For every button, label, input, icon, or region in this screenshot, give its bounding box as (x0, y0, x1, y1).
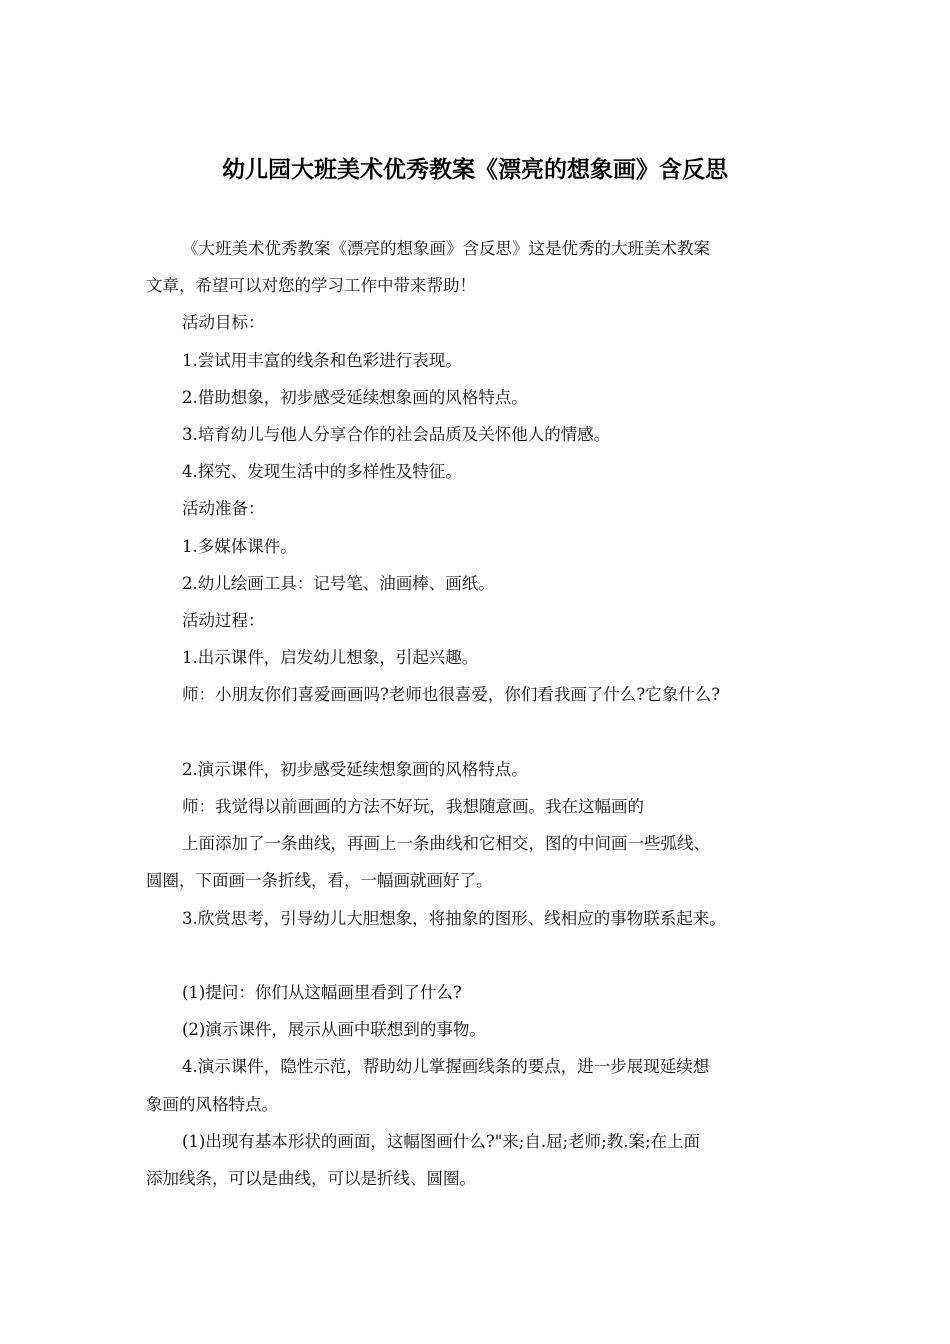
paragraph: 添加线条，可以是曲线，可以是折线、圆圈。 (146, 1169, 476, 1189)
paragraph: (1)提问：你们从这幅画里看到了什么? (182, 983, 462, 1003)
paragraph: 1.多媒体课件。 (182, 536, 297, 556)
paragraph: 3.培育幼儿与他人分享合作的社会品质及关怀他人的情感。 (182, 425, 611, 445)
paragraph: 活动目标： (182, 313, 265, 333)
paragraph: 象画的风格特点。 (146, 1094, 278, 1114)
blank-line (146, 937, 810, 974)
paragraph: 上面添加了一条曲线，再画上一条曲线和它相交，图的中间画一些弧线、 (182, 834, 710, 854)
paragraph: (2)演示课件，展示从画中联想到的事物。 (182, 1020, 486, 1040)
paragraph: 2.幼儿绘画工具：记号笔、油画棒、画纸。 (182, 573, 495, 593)
paragraph: 活动准备： (182, 499, 265, 519)
document-title: 幼儿园大班美术优秀教案《漂亮的想象画》含反思 (222, 157, 728, 183)
paragraph: 文章，希望可以对您的学习工作中带来帮助！ (146, 276, 476, 296)
paragraph: 师：我觉得以前画画的方法不好玩，我想随意画。我在这幅画的 (182, 797, 644, 817)
paragraph: (1)出现有基本形状的画面，这幅图画什么?"来;自.屈;老师;教.案;在上面 (182, 1131, 701, 1151)
paragraph: 4.演示课件，隐性示范，帮助幼儿掌握画线条的要点，进一步展现延续想 (182, 1057, 710, 1077)
paragraph: 4.探究、发现生活中的多样性及特征。 (182, 462, 462, 482)
paragraph: 1.出示课件，启发幼儿想象，引起兴趣。 (182, 648, 479, 668)
paragraph: 2.演示课件，初步感受延续想象画的风格特点。 (182, 759, 528, 779)
paragraph: 《大班美术优秀教案《漂亮的想象画》含反思》这是优秀的大班美术教案 (182, 239, 710, 258)
blank-line (146, 714, 810, 751)
paragraph: 3.欣赏思考，引导幼儿大胆想象，将抽象的图形、线相应的事物联系起来。 (182, 908, 726, 928)
paragraph: 活动过程： (182, 611, 265, 631)
paragraph: 师：小朋友你们喜爱画画吗?老师也很喜爱，你们看我画了什么?它象什么? (182, 685, 721, 705)
document-body (146, 230, 810, 1197)
paragraph: 圆圈，下面画一条折线，看，一幅画就画好了。 (146, 871, 493, 891)
paragraph: 2.借助想象，初步感受延续想象画的风格特点。 (182, 387, 528, 407)
paragraph: 1.尝试用丰富的线条和色彩进行表现。 (182, 350, 462, 370)
